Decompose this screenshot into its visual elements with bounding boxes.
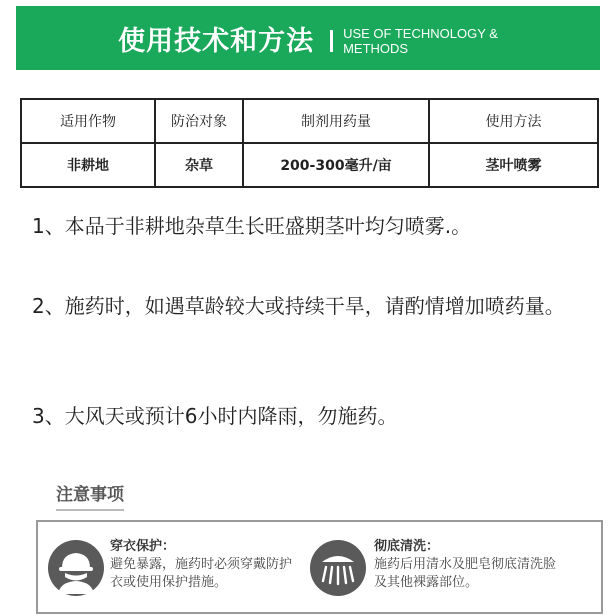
table-cell-method: 茎叶喷雾	[429, 143, 598, 187]
header-title: 使用技术和方法	[118, 25, 315, 57]
shower-icon	[310, 540, 366, 596]
caution-title: 注意事项	[56, 480, 124, 511]
table-header-row	[21, 99, 598, 143]
caution-text: 施药后用清水及肥皂彻底清洗脸及其他裸露部位。	[374, 557, 557, 590]
note-item: 2、施药时，如遇草龄较大或持续干旱，请酌情增加喷药量。	[32, 294, 565, 318]
table-cell-crop: 非耕地	[21, 143, 155, 187]
caution-item-protection	[110, 538, 300, 592]
header-subtitle	[343, 26, 498, 56]
table-header-crop: 适用作物	[21, 99, 155, 143]
caution-box	[36, 520, 603, 614]
table-row	[21, 143, 598, 187]
table-header-method: 使用方法	[429, 99, 598, 143]
table-cell-dosage: 200-300毫升/亩	[243, 143, 429, 187]
header-subtitle-line1: USE OF TECHNOLOGY &	[343, 26, 498, 41]
table-cell-target: 杂草	[155, 143, 243, 187]
caution-item-cleaning	[374, 538, 564, 592]
note-item: 1、本品于非耕地杂草生长旺盛期茎叶均匀喷雾.。	[32, 214, 472, 238]
caution-heading: 穿衣保护：	[110, 539, 176, 554]
table-header-dosage: 制剂用药量	[243, 99, 429, 143]
note-item: 3、大风天或预计6小时内降雨，勿施药。	[32, 404, 398, 428]
caution-heading: 彻底清洗：	[374, 539, 440, 554]
header-separator	[330, 30, 333, 52]
header-subtitle-line2: METHODS	[343, 41, 409, 56]
header-banner	[16, 6, 600, 70]
table-header-target: 防治对象	[155, 99, 243, 143]
protective-gear-icon	[48, 540, 104, 596]
usage-table	[20, 98, 599, 188]
caution-text: 避免暴露，施药时必须穿戴防护衣或使用保护措施。	[110, 557, 293, 590]
